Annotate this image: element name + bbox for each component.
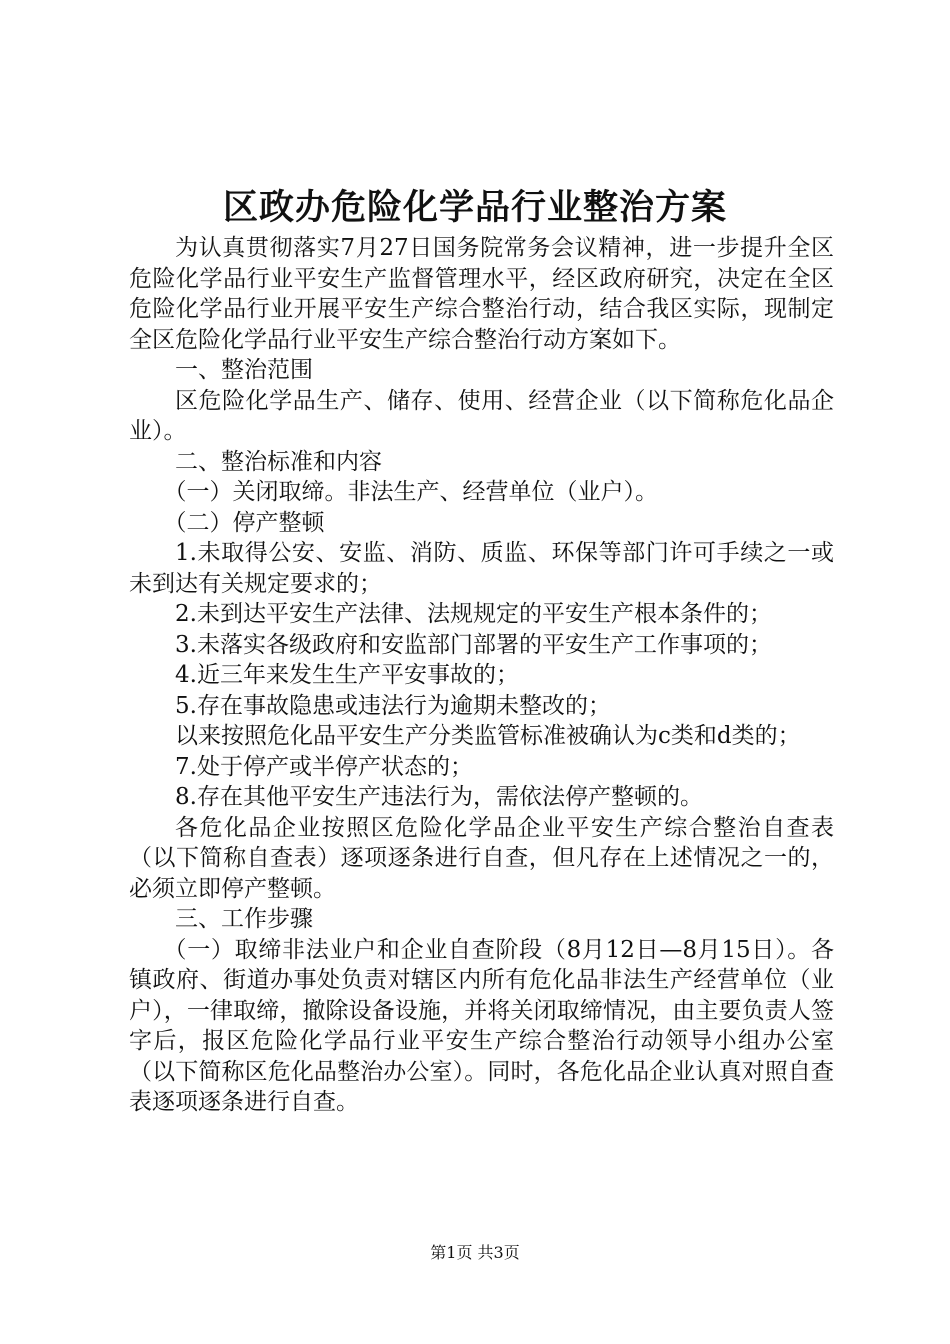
list-item — [129, 752, 834, 783]
paragraph-text: 8.存在其他平安生产违法行为，需依法停产整顿的。 — [175, 784, 703, 810]
list-item — [129, 630, 834, 661]
paragraph-text: （二）停产整顿 — [163, 509, 325, 536]
paragraph-text: 二、整治标准和内容 — [175, 448, 382, 475]
paragraph-text: （一）关闭取缔。非法生产、经营单位（业户）。 — [163, 479, 658, 505]
page-footer: 第1页 共3页 — [430, 1243, 520, 1262]
paragraph-text: 2.未到达平安生产法律、法规规定的平安生产根本条件的； — [175, 601, 772, 627]
subsection-heading — [129, 477, 834, 508]
paragraph-text: 一、整治范围 — [175, 357, 313, 383]
paragraph-text: 7.处于停产或半停产状态的； — [175, 753, 473, 780]
paragraph-text: 以来按照危化品平安生产分类监管标准被确认为c类和d类的； — [175, 723, 801, 749]
subsection-heading — [129, 508, 834, 539]
document-body — [129, 233, 834, 1118]
paragraph-text: （一）取缔非法业户和企业自查阶段（8月12日—8月15日）。各镇政府、街道办事处负责对辖区内所有危化品非法生产经营单位（业户），一律取缔，撤除设备设施，并将关闭取缔情况，由主要负责人签字后，报区危险化学品行业平安生产综合整治行动领导小组办公室（以下简称区危化品整治办公室）。同时，各危化品企业认真对照自查表逐项逐条进行自查。 — [129, 936, 834, 1115]
list-item — [129, 660, 834, 691]
section-heading — [129, 355, 834, 386]
list-item — [129, 782, 834, 813]
paragraph-text: 3.未落实各级政府和安监部门部署的平安生产工作事项的； — [175, 631, 772, 658]
list-item — [129, 599, 834, 630]
paragraph-text: 1.未取得公安、安监、消防、质监、环保等部门许可手续之一或未到达有关规定要求的； — [129, 540, 834, 597]
paragraph-text: 4.近三年来发生生产平安事故的； — [175, 662, 519, 688]
list-item — [129, 538, 834, 599]
section-heading — [129, 904, 834, 935]
paragraph-text: 为认真贯彻落实7月27日国务院常务会议精神，进一步提升全区危险化学品行业平安生产监督管理水平，经区政府研究，决定在全区危险化学品行业开展平安生产综合整治行动，结合我区实际，现制定全区危险化学品行业平安生产综合整治行动方案如下。 — [129, 235, 834, 353]
paragraph-text: 5.存在事故隐患或违法行为逾期未整改的； — [175, 692, 611, 719]
paragraph — [129, 813, 834, 905]
paragraph — [129, 233, 834, 355]
section-heading — [129, 447, 834, 478]
paragraph-text: 三、工作步骤 — [175, 906, 313, 932]
list-item — [129, 691, 834, 722]
document-title: 区政办危险化学品行业整治方案 — [222, 187, 727, 228]
list-item — [129, 721, 834, 752]
paragraph-text: 区危险化学品生产、储存、使用、经营企业（以下简称危化品企业）。 — [129, 387, 834, 444]
paragraph — [129, 386, 834, 447]
paragraph — [129, 935, 834, 1118]
paragraph-text: 各危化品企业按照区危险化学品企业平安生产综合整治自查表（以下简称自查表）逐项逐条进行自查，但凡存在上述情况之一的，必须立即停产整顿。 — [129, 814, 834, 902]
